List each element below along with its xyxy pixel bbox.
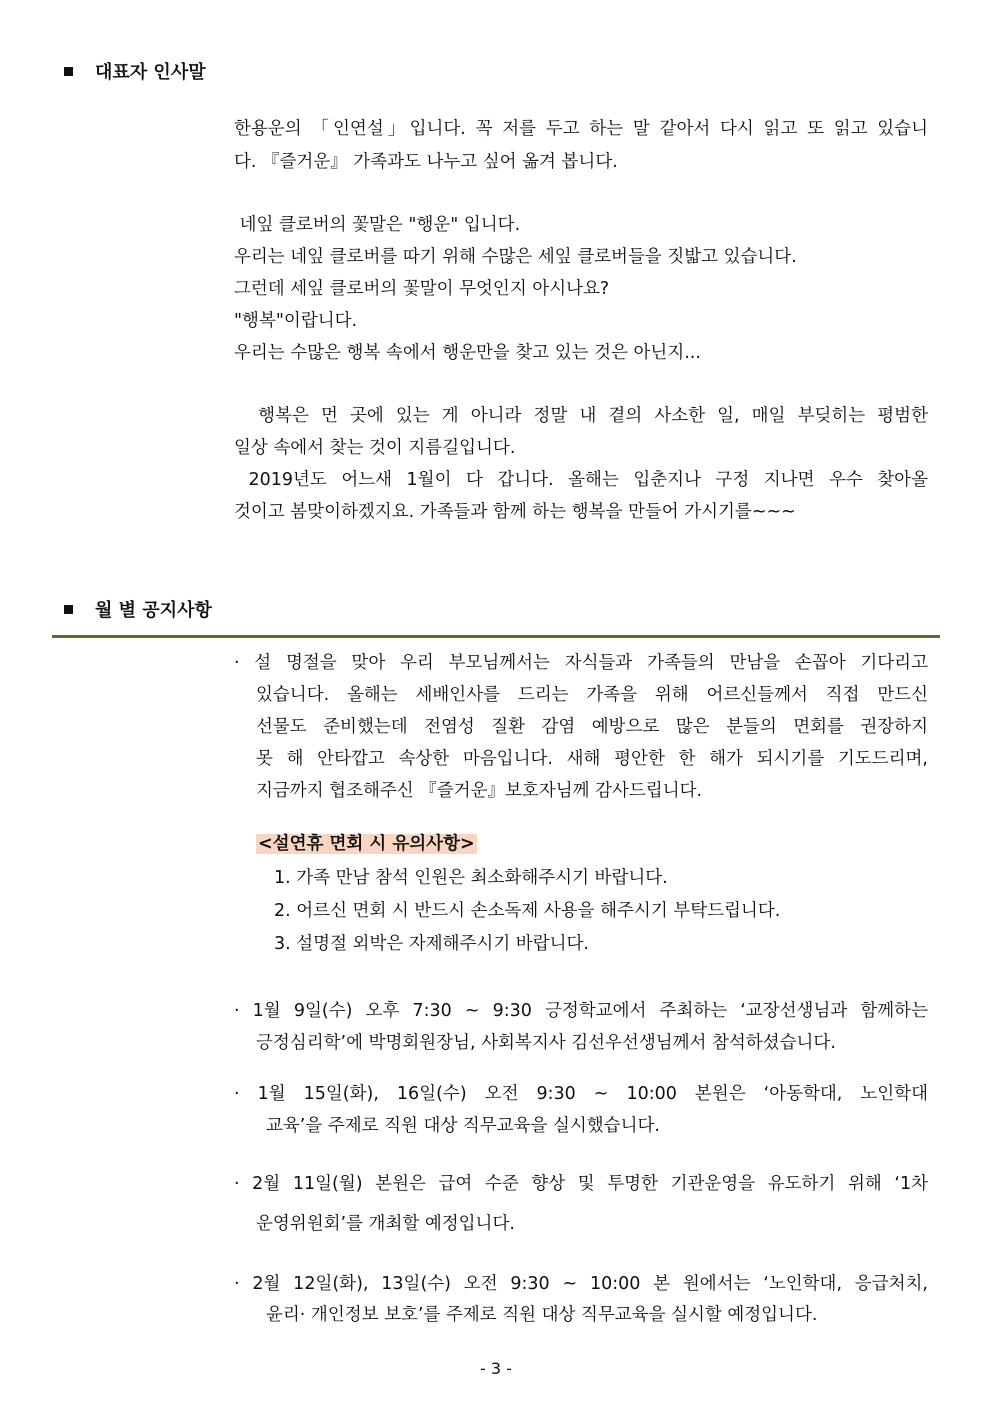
- section-heading-greeting: [64, 58, 206, 84]
- notice-1-line-4: 못 해 안타깝고 속상한 마음입니다. 새해 평안한 한 해가 되시기를 기도드리며,: [256, 749, 928, 769]
- greeting-line-5: 그런데 세잎 클로버의 꽃말이 무엇인지 아시나요?: [234, 279, 610, 299]
- notice-2-line-1: · 1월 9일(수) 오후 7:30 ~ 9:30 긍정학교에서 주최하는 ‘교장선생님과 함께하는: [234, 1001, 928, 1021]
- section-heading-notices: [64, 596, 212, 622]
- greeting-line-10: 2019년도 어느새 1월이 다 갑니다. 올해는 입춘지나 구정 지나면 우수 찾아올: [234, 470, 928, 490]
- notice-3-line-1: · 1월 15일(화), 16일(수) 오전 9:30 ~ 10:00 본원은 ‘아동학대, 노인학대: [234, 1084, 928, 1104]
- notice-1-line-5: 지금까지 협조해주신 『즐거운』보호자님께 감사드립니다.: [256, 781, 703, 801]
- greeting-line-11: 것이고 봄맞이하겠지요. 가족들과 함께 하는 행복을 만들어 가시기를~~~: [234, 502, 796, 522]
- notice-5-line-2: 윤리· 개인정보 보호’를 주제로 직원 대상 직무교육을 실시할 예정입니다.: [266, 1305, 818, 1325]
- notice-1-line-3: 선물도 준비했는데 전염성 질환 감염 예방으로 많은 분들의 면회를 권장하지: [256, 717, 928, 737]
- greeting-line-3: 네잎 클로버의 꽃말은 "행운" 입니다.: [234, 215, 521, 235]
- caution-title-text: <설연휴 면회 시 유의사항>: [258, 834, 475, 854]
- bullet-square-icon: [64, 67, 73, 76]
- greeting-line-1: 한용운의 「인연설」입니다. 꼭 저를 두고 하는 말 같아서 다시 읽고 또 읽고 있습니: [234, 119, 928, 139]
- caution-item-2: 2. 어르신 면회 시 반드시 손소독제 사용을 해주시기 부탁드립니다.: [274, 901, 781, 921]
- page-number: - 3 -: [480, 1359, 512, 1378]
- notices-heading-text: 월 별 공지사항: [95, 600, 212, 621]
- greeting-line-2: 다. 『즐거운』 가족과도 나누고 싶어 옮겨 봅니다.: [234, 152, 618, 172]
- caution-item-3: 3. 설명절 외박은 자제해주시기 바랍니다.: [274, 934, 589, 954]
- notice-5-line-1: · 2월 12일(화), 13일(수) 오전 9:30 ~ 10:00 본 원에서는 ‘노인학대, 응급처치,: [234, 1274, 928, 1294]
- greeting-line-7: 우리는 수많은 행복 속에서 행운만을 찾고 있는 것은 아닌지...: [234, 343, 701, 363]
- notice-4-line-1: · 2월 11일(월) 본원은 급여 수준 향상 및 투명한 기관운영을 유도하기 위해 ‘1차: [234, 1174, 928, 1194]
- greeting-heading-text: 대표자 인사말: [95, 62, 206, 83]
- greeting-line-8: 행복은 먼 곳에 있는 게 아니라 정말 내 곁의 사소한 일, 매일 부딪히는 평범한: [234, 406, 928, 426]
- notice-4-line-2: 운영위원회’를 개최할 예정입니다.: [256, 1214, 515, 1234]
- notice-1-line-2: 있습니다. 올해는 세배인사를 드리는 가족을 위해 어르신들께서 직접 만드신: [256, 685, 928, 705]
- notice-2-line-2: 긍정심리학’에 박명회원장님, 사회복지사 김선우선생님께서 참석하셨습니다.: [256, 1033, 836, 1053]
- notice-3-line-2: 교육’을 주제로 직원 대상 직무교육을 실시했습니다.: [266, 1116, 660, 1136]
- greeting-line-6: "행복"이랍니다.: [234, 311, 358, 331]
- caution-title: [256, 828, 477, 861]
- greeting-line-4: 우리는 네잎 클로버를 따기 위해 수많은 세잎 클로버들을 짓밟고 있습니다.: [234, 247, 797, 267]
- greeting-line-9: 일상 속에서 찾는 것이 지름길입니다.: [234, 438, 516, 458]
- caution-item-1: 1. 가족 만남 참석 인원은 최소화해주시기 바랍니다.: [274, 868, 668, 888]
- bullet-square-icon: [64, 605, 73, 614]
- notice-1-line-1: · 설 명절을 맞아 우리 부모님께서는 자식들과 가족들의 만남을 손꼽아 기다리고: [234, 653, 928, 673]
- section-divider: [52, 635, 940, 638]
